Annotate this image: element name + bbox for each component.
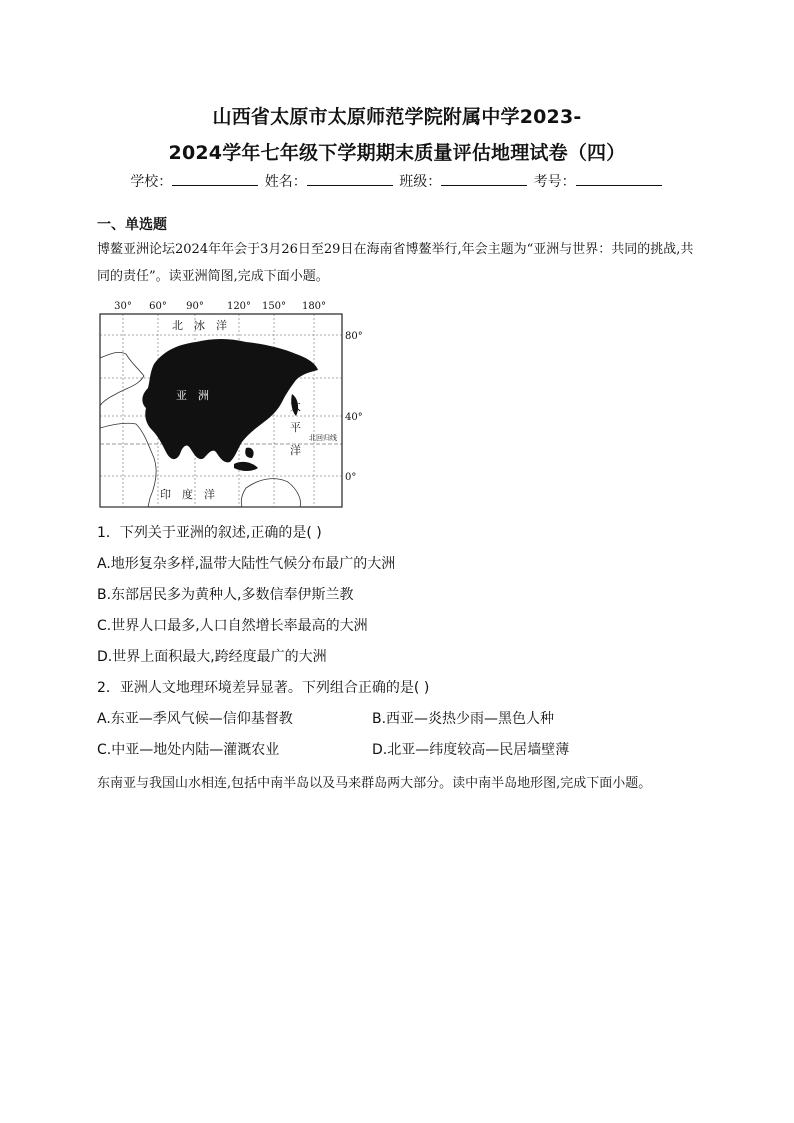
exam-title-line2: 2024学年七年级下学期期末质量评估地理试卷（四） — [168, 142, 626, 164]
student-info-fields — [0, 171, 794, 191]
tropic-of-cancer-label: 北回归线 — [309, 434, 337, 442]
lon-label: 30° — [114, 301, 132, 312]
q2-option-b[interactable]: B.西亚—炎热少雨—黑色人种 — [372, 711, 555, 727]
q1-option-b[interactable]: B.东部居民多为黄种人,多数信奉伊斯兰教 — [97, 587, 354, 603]
school-label: 学校： — [130, 174, 173, 190]
longitude-labels — [114, 301, 326, 312]
latitude-labels — [345, 331, 363, 483]
name-label: 姓名： — [264, 174, 307, 190]
exam-number-label: 考号： — [533, 174, 576, 190]
lon-label: 90° — [186, 301, 204, 312]
question-1-stem: 1．下列关于亚洲的叙述,正确的是( ) — [97, 525, 322, 541]
q1-option-a[interactable]: A.地形复杂多样,温带大陆性气候分布最广的大洲 — [97, 556, 396, 572]
q2-option-a[interactable]: A.东亚—季风气候—信仰基督教 — [97, 711, 293, 727]
exam-title-line1: 山西省太原市太原师范学院附属中学2023- — [212, 106, 582, 128]
pacific-ocean-label-3: 洋 — [290, 444, 301, 457]
next-question-intro-paragraph: 东南亚与我国山水相连,包括中南半岛以及马来群岛两大部分。读中南半岛地形图,完成下面小题。 — [97, 776, 652, 791]
lon-label: 150° — [261, 301, 287, 312]
q2-option-d[interactable]: D.北亚—纬度较高—民居墙壁薄 — [372, 742, 570, 758]
school-blank[interactable] — [172, 171, 258, 186]
q1-option-d[interactable]: D.世界上面积最大,跨经度最广的大洲 — [97, 649, 327, 665]
class-label: 班级： — [399, 174, 442, 190]
indian-ocean-label: 印 度 洋 — [160, 488, 215, 501]
q2-option-c[interactable]: C.中亚—地处内陆—灌溉农业 — [97, 742, 280, 758]
asia-label: 亚 洲 — [176, 389, 209, 402]
pacific-ocean-label-1: 太 — [290, 400, 301, 413]
lon-label: 120° — [226, 301, 252, 312]
lat-label: 80° — [345, 331, 363, 342]
q1-option-c[interactable]: C.世界人口最多,人口自然增长率最高的大洲 — [97, 618, 368, 634]
lat-label: 0° — [345, 472, 357, 483]
question-2-stem: 2．亚洲人文地理环境差异显著。下列组合正确的是( ) — [97, 680, 430, 696]
pacific-ocean-label-2: 平 — [290, 421, 301, 434]
lat-label: 40° — [345, 412, 363, 423]
asia-map — [96, 298, 376, 513]
question-intro-paragraph: 博鳌亚洲论坛2024年年会于3月26日至29日在海南省博鳌举行,年会主题为“亚洲与世界：共同的挑战,共同的责任”。读亚洲简图,完成下面小题。 — [97, 242, 694, 284]
class-blank[interactable] — [441, 171, 527, 186]
arctic-ocean-label: 北 冰 洋 — [172, 319, 227, 332]
lon-label: 60° — [149, 301, 167, 312]
name-blank[interactable] — [307, 171, 393, 186]
section-title: 一、单选题 — [97, 217, 167, 233]
exam-number-blank[interactable] — [576, 171, 662, 186]
lon-label: 180° — [301, 301, 327, 312]
